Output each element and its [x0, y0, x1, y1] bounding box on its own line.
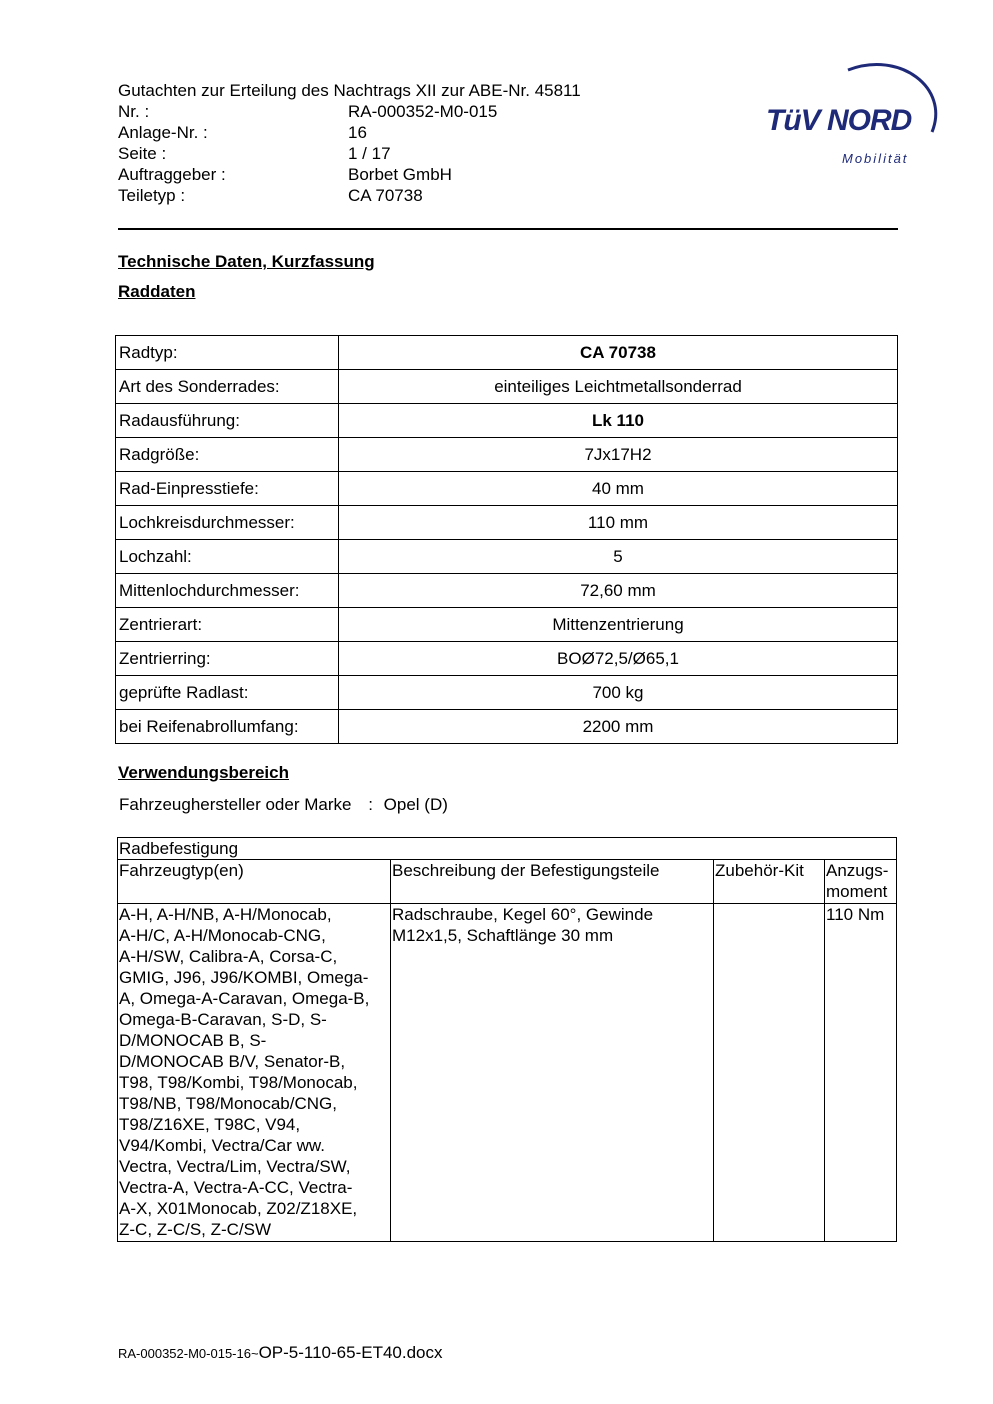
row-value: 2200 mm [339, 710, 898, 744]
accessory-kit-cell [714, 904, 825, 1242]
header-value: 1 / 17 [348, 144, 391, 163]
row-label: Radgröße: [116, 438, 339, 472]
row-label: Rad-Einpresstiefe: [116, 472, 339, 506]
table-row [118, 904, 897, 1242]
row-value: Mittenzentrierung [339, 608, 898, 642]
table-row [116, 506, 898, 540]
manufacturer-separator: : [368, 795, 373, 814]
manufacturer-value: Opel (D) [383, 795, 448, 814]
header-value: 16 [348, 123, 367, 142]
footer-filename [118, 1343, 443, 1363]
table-row [116, 676, 898, 710]
row-label: Lochzahl: [116, 540, 339, 574]
table-row [116, 336, 898, 370]
row-value: 700 kg [339, 676, 898, 710]
header-key: Seite : [118, 144, 167, 163]
row-label: Zentrierart: [116, 608, 339, 642]
radbefestigung-table [117, 837, 897, 1242]
row-label: Art des Sonderrades: [116, 370, 339, 404]
vehicle-types-cell: A-H, A-H/NB, A-H/Monocab, A-H/C, A-H/Monocab-CNG, A-H/SW, Calibra-A, Corsa-C, GMIG, J96, J96/KOMBI, Omega- A, Omega-A-Caravan, Omega-B, Omega-B-Caravan, S-D, S- D/MONOCAB B, S- D/MONOCAB B/V, Senator-B, T98, T98/Kombi, T98/Monocab, T98/NB, T98/Monocab/CNG, T98/Z16XE, T98C, V94, V94/Kombi, Vectra/Car ww. Vectra, Vectra/Lim, Vectra/SW, Vectra-A, Vectra-A-CC, Vectra- A-X, X01Monocab, Z02/Z18XE, Z-C, Z-C/S, Z-C/SW [118, 904, 391, 1242]
row-label: Mittenlochdurchmesser: [116, 574, 339, 608]
logo-brand: TüV NORD [766, 104, 912, 137]
column-header: Zubehör-Kit [714, 860, 825, 904]
table-row [116, 608, 898, 642]
header-key: Nr. : [118, 102, 150, 121]
table-row [116, 574, 898, 608]
row-value: einteiliges Leichtmetallsonderrad [339, 370, 898, 404]
table-row [116, 438, 898, 472]
table-row [116, 540, 898, 574]
table-row [116, 404, 898, 438]
document-title-text: Gutachten zur Erteilung des Nachtrags XII zur ABE-Nr. 45811 [118, 81, 581, 100]
header-key: Auftraggeber : [118, 165, 226, 184]
manufacturer-label: Fahrzeughersteller oder Marke [119, 795, 352, 814]
row-value: BOØ72,5/Ø65,1 [339, 642, 898, 676]
footer-prefix: RA-000352-M0-015-16~ [118, 1346, 259, 1361]
row-label: geprüfte Radlast: [116, 676, 339, 710]
row-label: Lochkreisdurchmesser: [116, 506, 339, 540]
row-label: Radtyp: [116, 336, 339, 370]
row-value: Lk 110 [339, 404, 898, 438]
row-value: 5 [339, 540, 898, 574]
row-value: 72,60 mm [339, 574, 898, 608]
row-value: 40 mm [339, 472, 898, 506]
header-value: Borbet GmbH [348, 165, 452, 184]
header-value: RA-000352-M0-015 [348, 102, 498, 121]
section-title: Technische Daten, Kurzfassung [118, 252, 375, 271]
section-subtitle: Raddaten [118, 282, 196, 301]
manufacturer-line [119, 795, 448, 815]
table-row [116, 710, 898, 744]
table-caption: Radbefestigung [118, 838, 897, 860]
footer-suffix: OP-5-110-65-ET40.docx [258, 1343, 443, 1362]
fastener-description-cell: Radschraube, Kegel 60°, Gewinde M12x1,5, Schaftlänge 30 mm [391, 904, 714, 1242]
row-label: Zentrierring: [116, 642, 339, 676]
verwendung-title: Verwendungsbereich [118, 763, 289, 782]
column-header: Beschreibung der Befestigungsteile [391, 860, 714, 904]
row-value: 110 mm [339, 506, 898, 540]
column-header: Anzugs- moment [825, 860, 897, 904]
row-value: 7Jx17H2 [339, 438, 898, 472]
header-key: Teiletyp : [118, 186, 186, 205]
column-header: Fahrzeugtyp(en) [118, 860, 391, 904]
raddaten-table [115, 335, 898, 744]
torque-cell: 110 Nm [825, 904, 897, 1242]
header-divider [118, 228, 898, 230]
row-value: CA 70738 [339, 336, 898, 370]
row-label: Radausführung: [116, 404, 339, 438]
table-row [116, 472, 898, 506]
tuv-nord-logo [760, 58, 940, 168]
table-caption-row [118, 838, 897, 860]
header-key: Anlage-Nr. : [118, 123, 208, 142]
logo-sub: Mobilität [842, 151, 909, 166]
row-label: bei Reifenabrollumfang: [116, 710, 339, 744]
header-value: CA 70738 [348, 186, 423, 205]
table-row [116, 370, 898, 404]
table-row [116, 642, 898, 676]
table-header-row [118, 860, 897, 904]
